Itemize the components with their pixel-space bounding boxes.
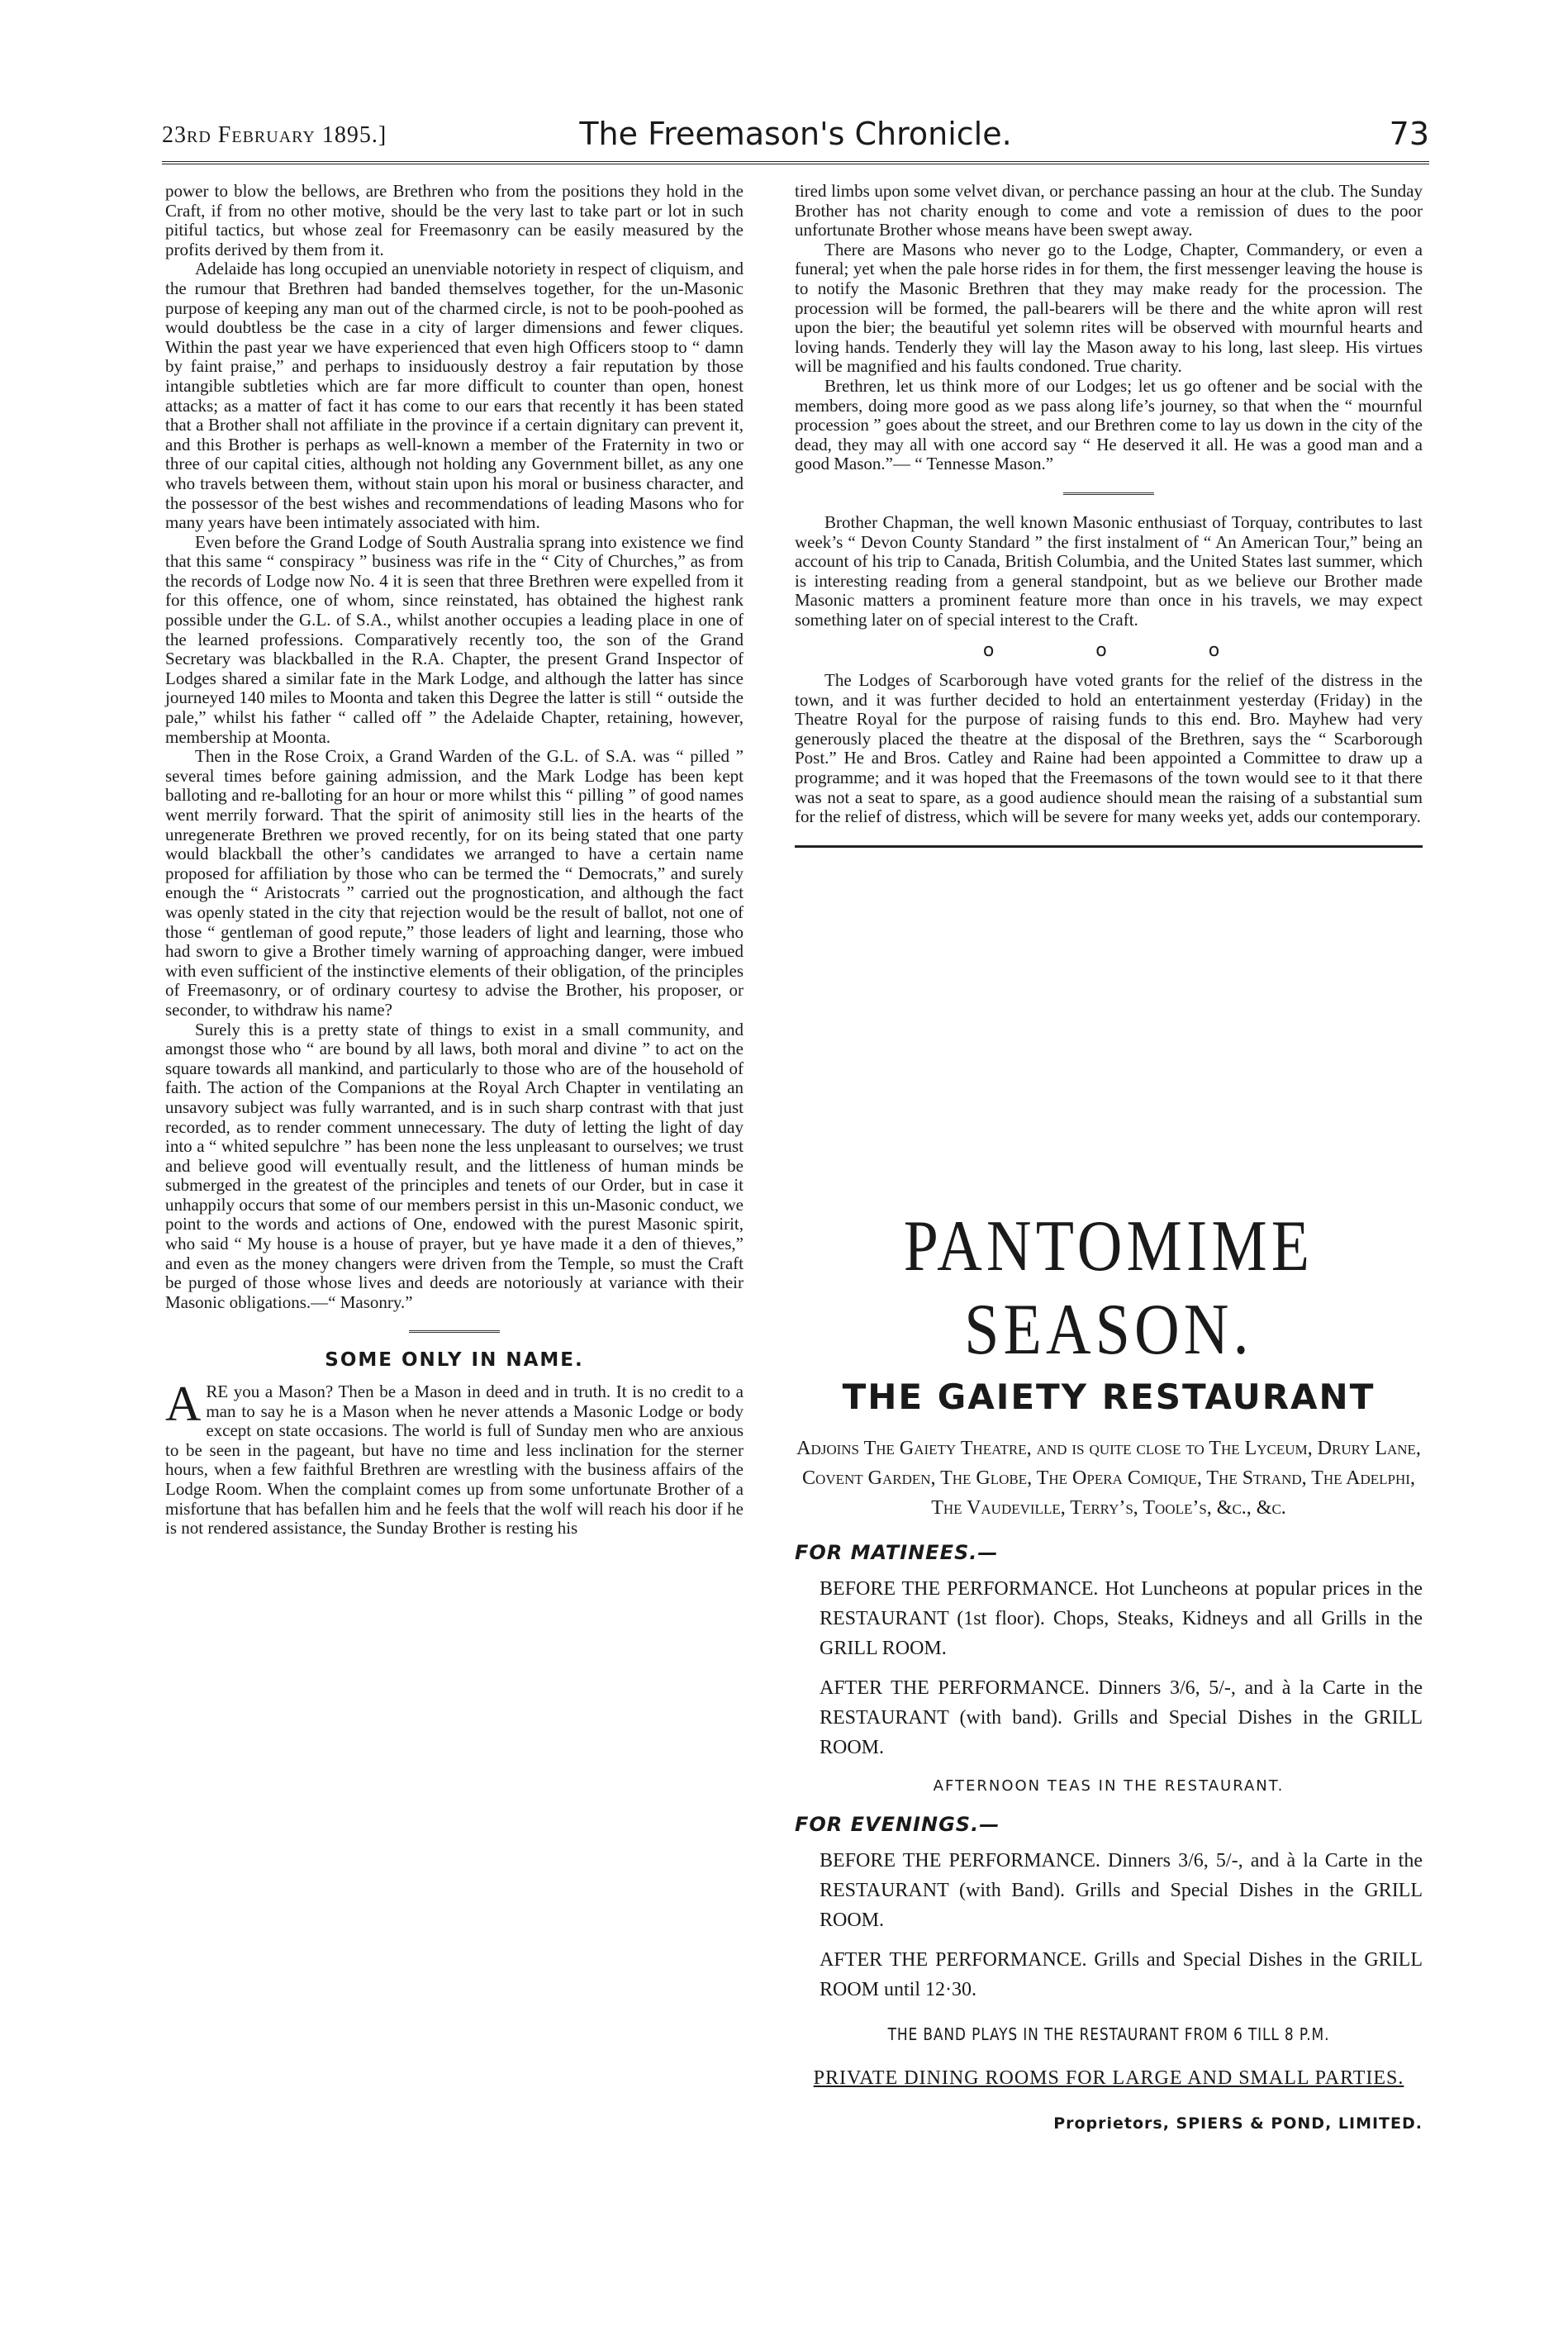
ad-afternoon-teas: AFTERNOON TEAS IN THE RESTAURANT.	[933, 1777, 1285, 1795]
article-paragraph: power to blow the bellows, are Brethren who from the positions they hold in the Craft, if from no other motive, should be the very last to take part or lot in such pitiful tactics, but whose zeal for Freemasonry can be easily measured by the profits derived by them from it.	[165, 181, 744, 259]
right-column	[795, 182, 1423, 848]
gaiety-advertisement	[795, 1182, 1423, 2133]
advertisement-rule	[795, 845, 1423, 848]
page-header	[162, 116, 1429, 157]
ad-evenings-after: AFTER THE PERFORMANCE. Grills and Special Dishes in the GRILL ROOM until 12·30.	[820, 1949, 1423, 2000]
section-divider	[409, 1330, 500, 1333]
left-column	[165, 182, 744, 1539]
ad-title: PANTOMIME SEASON.	[903, 1206, 1314, 1370]
ad-matinees-after: AFTER THE PERFORMANCE. Dinners 3/6, 5/-, and à la Carte in the RESTAURANT (with band). Grills and Special Dishes in the GRILL ROOM.	[820, 1677, 1423, 1758]
article-paragraph: Surely this is a pretty state of things to exist in a small community, and amongst those who “ are bound by all laws, both moral and divine ” to act on the square towards all mankind, and particularly to those who are of the household of faith. The action of the Companions at the Royal Arch Chapter in ventilating an unsavory subject was fully warranted, and is in such sharp contrast with that just recorded, as to render comment unnecessary. The duty of letting the light of day into a “ whited sepulchre ” has been none the less unpleasant to ourselves; we trust and believe good will eventually result, and the littleness of human minds be submerged in the greatest of the principles and tenets of our Order, but in case it unhappily occurs that some of our members persist in this un-Masonic conduct, we point to the words and actions of One, endowed with the purest Masonic spirit, who said “ My house is a house of prayer, but ye have made it a den of thieves,” and even as the money changers were driven from the Temple, so must the Craft be purged of those whose lives and deeds are notoriously at variance with their Masonic obligations.—“ Masonry.”	[165, 1019, 744, 1312]
ad-private-rooms: PRIVATE DINING ROOMS FOR LARGE AND SMALL PARTIES.	[813, 2067, 1404, 2089]
separator-dots: o o o	[982, 640, 1268, 662]
header-page-number: 73	[1389, 116, 1429, 152]
drop-cap: A	[165, 1377, 202, 1432]
ad-matinees-heading: FOR MATINEES.—	[795, 1541, 999, 1564]
ad-subtitle: THE GAIETY RESTAURANT	[842, 1377, 1376, 1417]
article-paragraph	[165, 1377, 744, 1539]
ad-matinees-before: BEFORE THE PERFORMANCE. Hot Luncheons at popular prices in the RESTAURANT (1st floor). Chops, Steaks, Kidneys and all Grills in the GRILL ROOM.	[820, 1578, 1423, 1659]
ad-band-notice: THE BAND PLAYS IN THE RESTAURANT FROM 6 TILL 8 P.M.	[887, 2024, 1330, 2044]
ad-location: Adjoins The Gaiety Theatre, and is quite close to The Lyceum, Drury Lane, Covent Garden, The Globe, The Opera Comique, The Strand, The Adelphi, The Vaudeville, Terry’s, Toole’s, &c., &c.	[796, 1438, 1421, 1519]
news-item-scarborough: The Lodges of Scarborough have voted grants for the relief of the distress in the town, and it was further decided to hold an entertainment yesterday (Friday) in the Theatre Royal for the purpose of raising funds to this end. Bro. Mayhew had very generously placed the theatre at the disposal of the Brethren, says the “ Scarborough Post.” He and Bros. Catley and Raine had been appointed a Committee to draw up a programme; and it was hoped that the Freemasons of the town would see to it that there was not a seat to spare, as a good audience should mean the raising of a substantial sum for the relief of distress, which will be severe for many weeks yet, adds our contemporary.	[795, 670, 1423, 827]
article-paragraph: tired limbs upon some velvet divan, or perchance passing an hour at the club. The Sunday Brother has not charity enough to come and vote a remission of dues to the poor unfortunate Brother whose means have been swept away.	[795, 181, 1423, 240]
ad-evenings-heading: FOR EVENINGS.—	[795, 1813, 1000, 1836]
header-rule	[162, 161, 1429, 164]
ad-proprietors: Proprietors, SPIERS & POND, LIMITED.	[1053, 2114, 1423, 2133]
ad-evenings-before: BEFORE THE PERFORMANCE. Dinners 3/6, 5/-, and à la Carte in the RESTAURANT (with Band). Grills and Special Dishes in the GRILL ROOM.	[820, 1850, 1423, 1931]
article-text: RE you a Mason? Then be a Mason in deed and in truth. It is no credit to a man to say he is a Mason when he never attends a Masonic Lodge or body except on state occasions. The world is full of Sunday men who are anxious to be seen in the pageant, but have no time and less inclination for the sterner hours, when a few faithful Brethren are wrestling with the business affairs of the Lodge Room. When the complaint comes up from some unfortunate Brother of a misfortune that has befallen him and he feels that the wolf will reach his door if he is not rendered assistance, the Sunday Brother is resting his	[165, 1382, 744, 1539]
section-divider	[1063, 492, 1154, 495]
article-heading: SOME ONLY IN NAME.	[325, 1349, 584, 1372]
header-date: 23rd February 1895.]	[162, 122, 387, 148]
article-paragraph: There are Masons who never go to the Lodge, Chapter, Commandery, or even a funeral; yet when the pale horse rides in for them, the first messenger leaving the house is to notify the Masonic Brethren that they may make ready for the procession. The procession will be formed, the pall-bearers will be there and the white apron will rest upon the bier; the beautiful yet solemn rites will be observed with mournful hearts and loving hands. Tenderly they will lay the Mason away to his long, last sleep. His virtues will be magnified and his faults condoned. True charity.	[795, 239, 1423, 377]
article-paragraph: Adelaide has long occupied an unenviable notoriety in respect of cliquism, and the rumour that Brethren had banded themselves together, for the un-Masonic purpose of keeping any man out of the charmed circle, is not to be pooh-poohed as would doubtless be the case in a city of larger dimensions and fewer cliques. Within the past year we have experienced that even high Officers stoop to “ damn by faint praise,” and perhaps to insiduously destroy a fair reputation by those intangible subtleties which are far more difficult to counter than open, honest attacks; as a matter of fact it has come to our ears that recently it has been stated that a Brother shall not affiliate in the province if a certain dignitary can prevent it, and this Brother is perhaps as well-known a member of the Fraternity in two or three of our capital cities, although not holding any Government billet, as any one who travels between them, without stain upon his moral or business character, and the possessor of the best wishes and recommendations of leading Masons who for many years have been intimately associated with him.	[165, 259, 744, 533]
news-item-chapman: Brother Chapman, the well known Masonic enthusiast of Torquay, contributes to last week’s “ Devon County Standard ” the first instalment of “ An American Tour,” being an account of his trip to Canada, British Columbia, and the United States last summer, which is interesting reading from a general standpoint, but as we believe our Brother made Masonic matters a prominent feature more than once in his travels, we may expect something later on of special interest to the Craft.	[795, 511, 1423, 630]
article-paragraph: Even before the Grand Lodge of South Australia sprang into existence we find that this same “ conspiracy ” business was rife in the “ City of Churches,” as from the records of Lodge now No. 4 it is seen that three Brethren were expelled from it for this offence, one of whom, since reinstated, has obtained the highest rank possible under the G.L. of S.A., whilst another occupies a leading place in one of the learned professions. Comparatively recently too, the son of the Grand Secretary was blackballed in the R.A. Chapter, the present Grand Inspector of Lodges shared a similar fate in the Mark Lodge, and although the latter has since journeyed 140 miles to Moonta and taken this Degree the latter is still “ outside the pale,” whilst his father “ called off ” the Adelaide Chapter, retaining, however, membership at Moonta.	[165, 531, 744, 747]
header-title: The Freemason's Chronicle.	[579, 116, 1012, 152]
article-paragraph: Then in the Rose Croix, a Grand Warden of the G.L. of S.A. was “ pilled ” several times before gaining admission, and the Mark Lodge has been kept balloting and re-balloting for an hour or more whilst this “ pilling ” of good names went merrily forward. That the spirit of animosity still lies in the hearts of the unregenerate Brethren we proved recently, for on its being stated that one party would blackball the other’s candidates we arranged to have a certain name proposed for affiliation by those who can be termed the “ Democrats,” and surely enough the “ Aristocrats ” carried out the prognostication, and although the fact was openly stated in the city that rejection would be the result of ballot, not one of those “ gentleman of good repute,” those leaders of light and learning, those who had sworn to give a Brother timely warning of approaching danger, were imbued with even sufficient of the instinctive elements of their obligation, of the principles of Freemasonry, or of ordinary courtesy to advise the Brother, his proposer, or seconder, to withdraw his name?	[165, 746, 744, 1020]
article-paragraph: Brethren, let us think more of our Lodges; let us go oftener and be social with the members, doing more good as we pass along life’s journey, so that when the “ mournful procession ” goes about the street, and our Brethren come to lay us down in the city of the dead, they may all with one accord say “ He deserved it all. He was a good man and a good Mason.”— “ Tennesse Mason.”	[795, 375, 1423, 474]
